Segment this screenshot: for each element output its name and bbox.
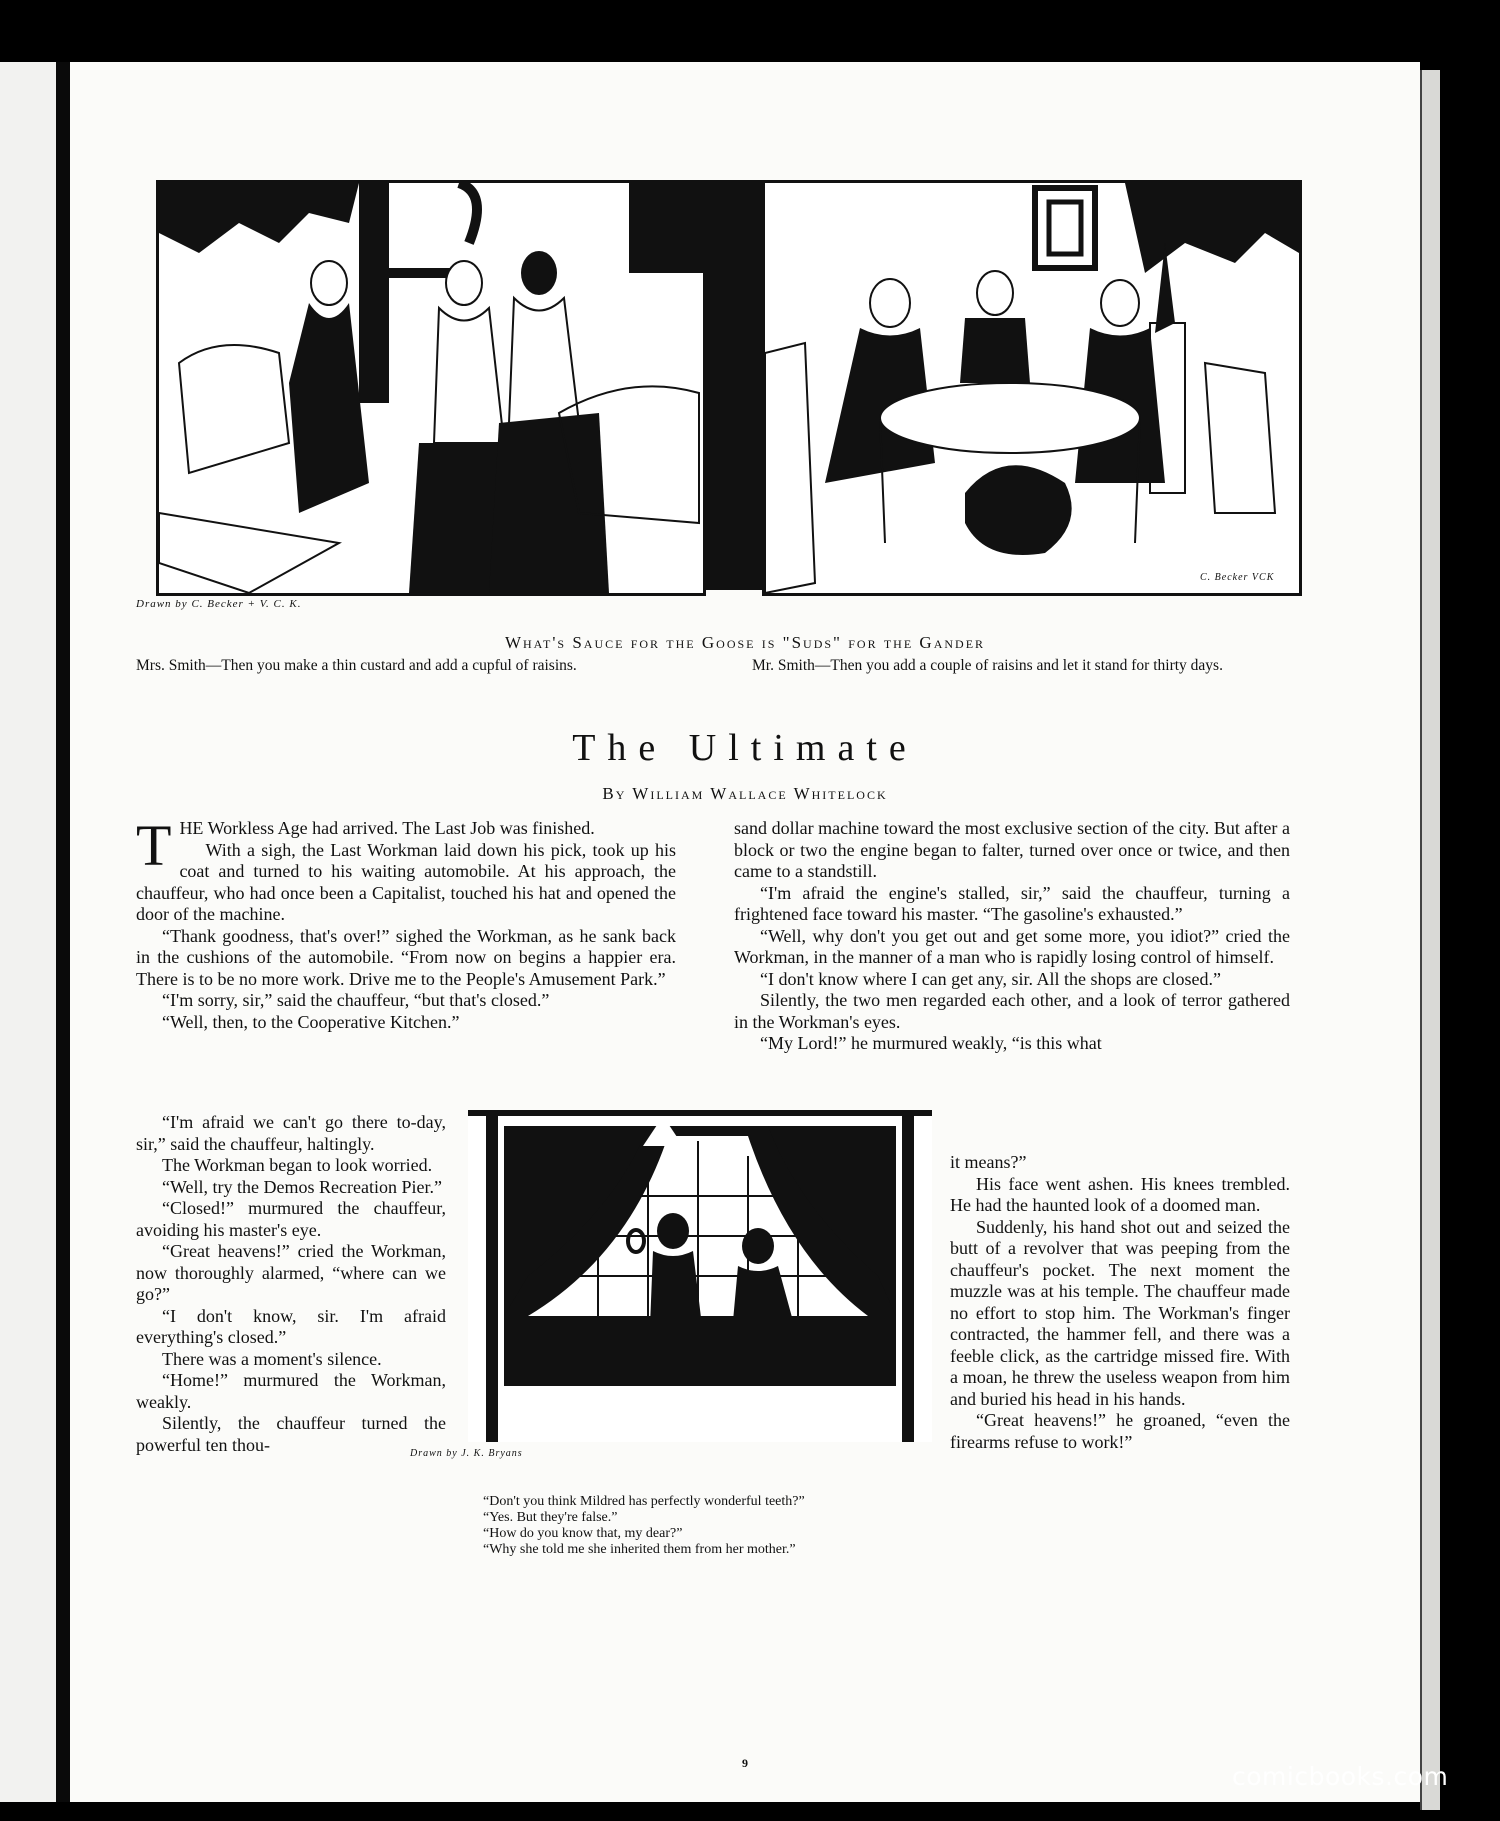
paragraph: “Well, try the Demos Recreation Pier.” — [162, 1176, 442, 1197]
paragraph: There was a moment's silence. — [162, 1348, 382, 1369]
paragraph: “Great heavens!” he groaned, “even the firearms refuse to work!” — [950, 1410, 1290, 1452]
column-2-narrow — [950, 1152, 1290, 1453]
drop-cap: T — [136, 813, 172, 878]
paragraph: “Well, then, to the Cooperative Kitchen.” — [162, 1011, 460, 1032]
silhouette-illustration — [468, 1110, 932, 1442]
cartoon-panel-women — [156, 180, 706, 596]
illustration-caption — [483, 1494, 943, 1558]
column-1-narrow — [136, 1112, 446, 1456]
paragraph: His face went ashen. His knees trembled. He had the haunted look of a doomed man. — [950, 1173, 1290, 1215]
cartoon-title: What's Sauce for the Goose is "Suds" for the Gander — [504, 633, 986, 652]
magazine-page — [70, 62, 1420, 1802]
column-2-top — [734, 818, 1290, 1055]
caption-line: “Yes. But they're false.” — [483, 1510, 618, 1525]
story-byline: By William Wallace Whitelock — [602, 784, 888, 803]
panel-divider — [706, 180, 762, 590]
paragraph: “I'm sorry, sir,” said the chauffeur, “but that's closed.” — [162, 990, 550, 1010]
illustration-credit: Drawn by J. K. Bryans — [410, 1448, 523, 1459]
caption-line: “How do you know that, my dear?” — [483, 1526, 683, 1541]
cartoon-signature: C. Becker VCK — [1200, 572, 1275, 583]
paragraph: The Workman began to look worried. — [162, 1155, 433, 1175]
cartoon-panel-men — [762, 180, 1302, 596]
cartoon-caption-left: Mrs. Smith—Then you make a thin custard and add a cupful of raisins. — [136, 657, 577, 674]
cartoon-credit: Drawn by C. Becker + V. C. K. — [136, 598, 302, 610]
paragraph: “I'm afraid we can't go there to-day, sir,” said the chauffeur, haltingly. — [136, 1112, 446, 1154]
caption-line: “Why she told me she inherited them from her mother.” — [483, 1542, 796, 1557]
paragraph: “Closed!” murmured the chauffeur, avoiding his master's eye. — [136, 1198, 446, 1240]
opening-paragraph: THE Workless Age had arrived. The Last Job was finished. — [136, 813, 595, 878]
page-stack-edge — [1420, 70, 1440, 1810]
page-number: 9 — [742, 1756, 748, 1770]
paragraph: “Home!” murmured the Workman, weakly. — [136, 1370, 446, 1412]
paragraph: With a sigh, the Last Workman laid down his pick, took up his coat and turned to his waiting automobile. At his approach, the chauffeur, who had once been a Capitalist, touched his hat and opened the door of the machine. — [136, 839, 676, 924]
paragraph: “Great heavens!” cried the Workman, now thoroughly alarmed, “where can we go?” — [136, 1241, 446, 1304]
facing-page-edge — [0, 62, 56, 1802]
paragraph: Silently, the chauffeur turned the powerful ten thou- — [136, 1413, 446, 1455]
paragraph: “I don't know where I can get any, sir. All the shops are closed.” — [760, 968, 1221, 989]
column-1-top — [136, 813, 676, 1033]
women-tea-illustration — [159, 183, 703, 593]
men-cards-illustration — [765, 183, 1299, 593]
book-gutter — [56, 62, 70, 1802]
site-watermark: comicbooks.com — [1232, 1762, 1449, 1791]
caption-line: “Don't you think Mildred has perfectly wonderful teeth?” — [483, 1494, 805, 1509]
story-title: The Ultimate — [572, 727, 918, 769]
paragraph: sand dollar machine toward the most exclusive section of the city. But after a block or two the engine began to falter, turned over once or twice, and then came to a standstill. — [734, 818, 1290, 881]
paragraph: it means?” — [950, 1152, 1027, 1172]
silhouette-art — [468, 1116, 932, 1442]
cartoon-caption-right: Mr. Smith—Then you add a couple of raisins and let it stand for thirty days. — [752, 657, 1223, 674]
paragraph: Suddenly, his hand shot out and seized the butt of a revolver that was peeping from the chauffeur's pocket. The next moment the muzzle was at his temple. The chauffeur made no effort to stop him. The Workman's finger contracted, the hammer fell, and there was a feeble click, as the cartridge missed fire. With a moan, he threw the useless weapon from him and buried his head in his hands. — [950, 1216, 1290, 1409]
paragraph: “I don't know, sir. I'm afraid everything's closed.” — [136, 1305, 446, 1347]
paragraph: “I'm afraid the engine's stalled, sir,” said the chauffeur, turning a frightened face toward his master. “The gasoline's exhausted.” — [734, 882, 1290, 924]
paragraph: “Thank goodness, that's over!” sighed the Workman, as he sank back in the cushions of the automobile. “From now on begins a happier era. There is to be no more work. Drive me to the People's Amusement Park.” — [136, 925, 676, 989]
paragraph: Silently, the two men regarded each other, and a look of terror gathered in the Workman's eyes. — [734, 990, 1290, 1032]
paragraph: “My Lord!” he murmured weakly, “is this what — [760, 1033, 1102, 1053]
paragraph: “Well, why don't you get out and get some more, you idiot?” cried the Workman, in the manner of a man who is rapidly losing control of himself. — [734, 925, 1290, 967]
